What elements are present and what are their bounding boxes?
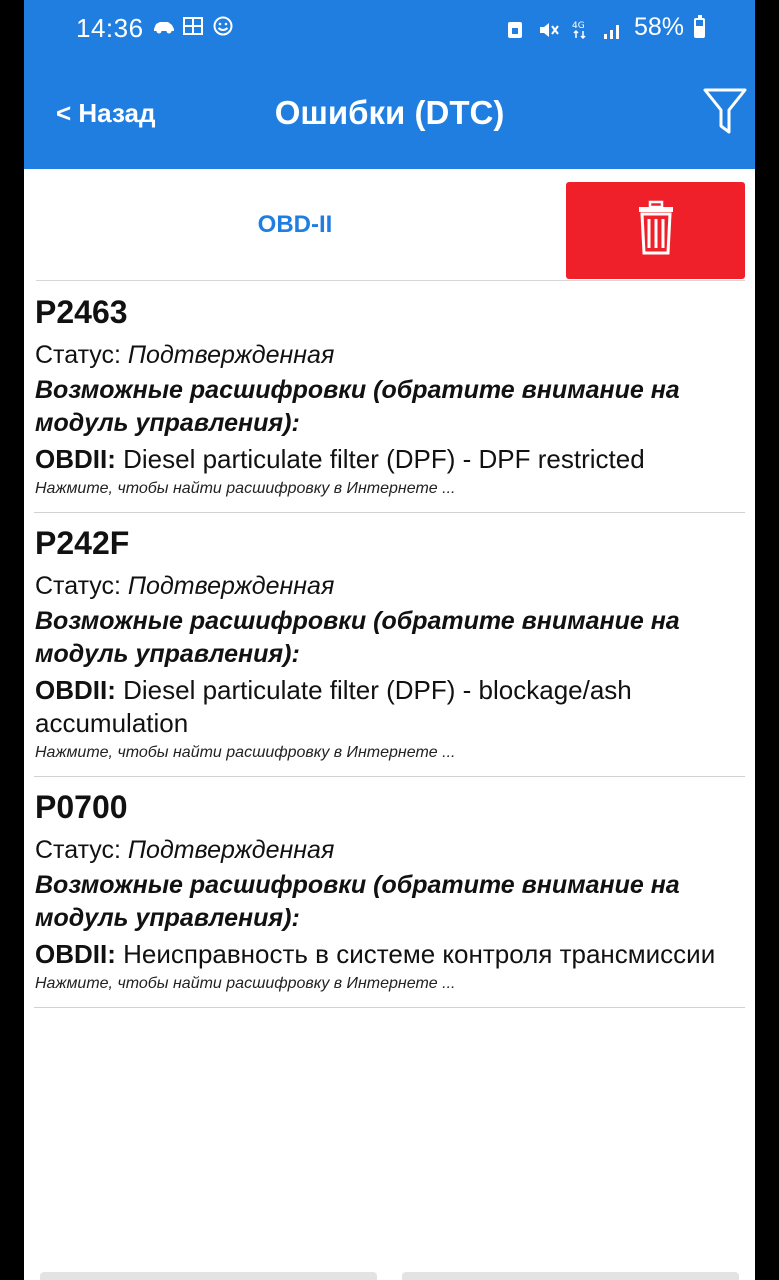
delete-button[interactable] (566, 182, 745, 279)
dtc-status (35, 833, 733, 867)
status-value: Подтвержденная (127, 572, 335, 600)
dtc-list-item[interactable] (34, 777, 745, 1008)
signal-icon (602, 18, 624, 38)
search-hint-link[interactable]: Нажмите, чтобы найти расшифровку в Интернете ... (35, 480, 456, 497)
battery-icon (694, 18, 705, 38)
dtc-list-item[interactable] (34, 513, 745, 777)
dtc-description (35, 938, 733, 971)
battery-percent: 58% (633, 13, 684, 41)
trash-icon (636, 200, 676, 261)
dtc-description (35, 443, 733, 476)
bottom-button-right[interactable] (402, 1272, 739, 1280)
desc-text: Неисправность в системе контроля трансмиссии (115, 939, 716, 969)
status-time: 14:36 (76, 13, 144, 43)
search-hint-link[interactable]: Нажмите, чтобы найти расшифровку в Интернете ... (35, 975, 456, 992)
desc-text: Diesel particulate filter (DPF) - blockage/ash accumulation (35, 675, 632, 738)
search-hint-link[interactable]: Нажмите, чтобы найти расшифровку в Интернете ... (35, 744, 456, 761)
dtc-code: P242F (35, 525, 130, 561)
divider (36, 280, 745, 281)
maps-notification-icon (182, 16, 204, 36)
app-screen (24, 0, 755, 1280)
app-header (24, 58, 755, 169)
tab-obd-ii[interactable]: OBD-II (257, 211, 333, 238)
decodings-heading: Возможные расшифровки (обратите внимание на модуль управления): (35, 376, 680, 437)
bottom-button-left[interactable] (40, 1272, 377, 1280)
desc-prefix: OBDII: (35, 444, 116, 474)
4g-icon (570, 18, 592, 38)
emoji-notification-icon (212, 16, 234, 36)
dtc-status (35, 569, 733, 603)
sim-lock-icon (506, 18, 528, 38)
desc-prefix: OBDII: (35, 939, 116, 969)
status-right-icons (506, 13, 705, 42)
decodings-heading: Возможные расшифровки (обратите внимание на модуль управления): (35, 607, 680, 668)
car-notification-icon (152, 16, 174, 36)
filter-icon[interactable] (701, 86, 753, 136)
dtc-code: P0700 (35, 789, 128, 825)
dtc-code: P2463 (35, 294, 128, 330)
dtc-list (24, 282, 755, 1008)
page-title: Ошибки (DTC) (274, 94, 505, 131)
back-button[interactable]: < Назад (56, 98, 156, 128)
status-label: Статус: (35, 836, 128, 864)
status-value: Подтвержденная (127, 341, 335, 369)
dtc-status (35, 338, 733, 372)
status-bar (24, 0, 755, 58)
status-value: Подтвержденная (127, 836, 335, 864)
dtc-description (35, 674, 733, 740)
status-label: Статус: (35, 572, 128, 600)
notification-icons (152, 16, 234, 36)
dtc-list-item[interactable] (34, 282, 745, 513)
desc-text: Diesel particulate filter (DPF) - DPF restricted (115, 444, 645, 474)
mute-icon (538, 18, 560, 38)
status-label: Статус: (35, 341, 128, 369)
desc-prefix: OBDII: (35, 675, 116, 705)
decodings-heading: Возможные расшифровки (обратите внимание на модуль управления): (35, 871, 680, 932)
toolbar (24, 169, 755, 281)
svg-text:4G: 4G (571, 20, 585, 31)
